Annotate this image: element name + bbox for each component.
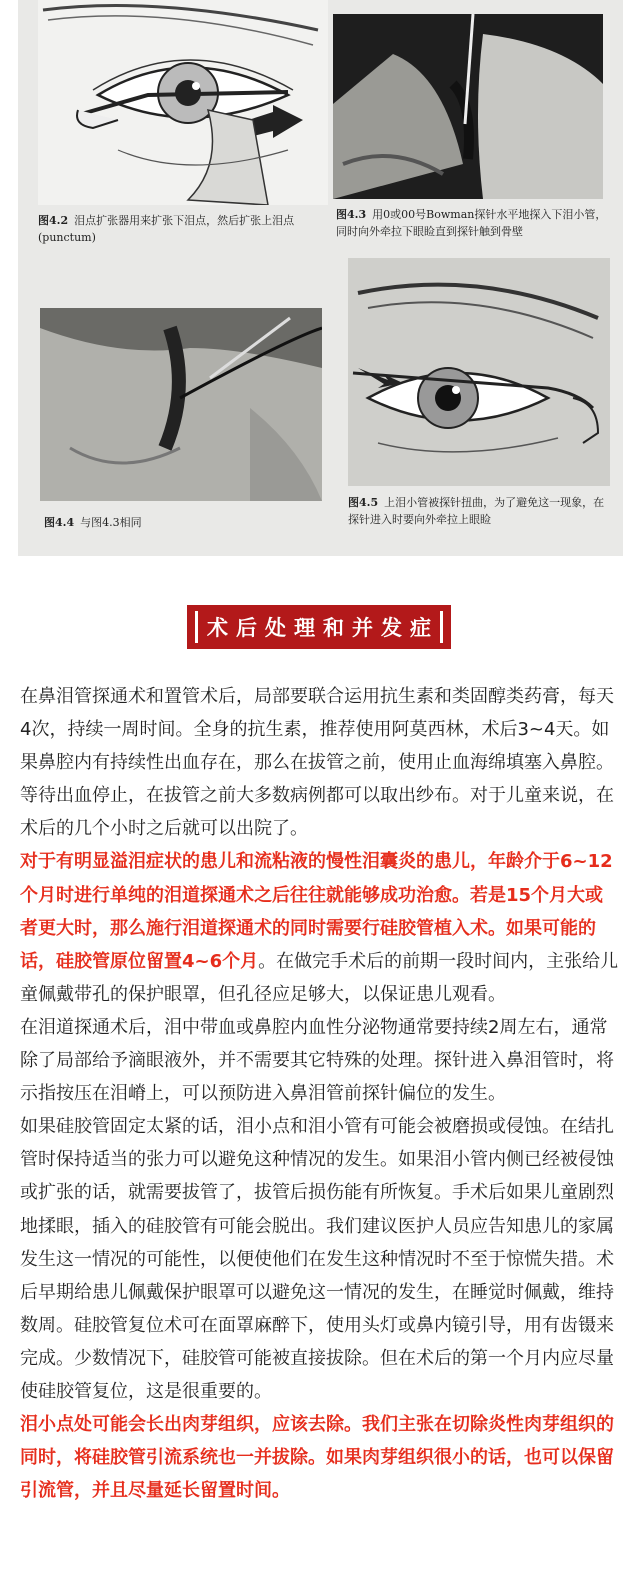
section-title: 术后处理和并发症 — [187, 605, 451, 649]
figure-scan — [18, 0, 623, 556]
figure-4-5-label: 图4.5 — [348, 496, 379, 509]
figure-4-3-text: 用0或00号Bowman探针水平地探入下泪小管，同时向外牵拉下眼睑直到探针触到骨壁 — [336, 208, 607, 238]
paragraph-3: 在泪道探通术后，泪中带血或鼻腔内血性分泌物通常要持续2周左右，通常除了局部给予滴眼液外，并不需要其它特殊的处理。探针进入鼻泪管时，将示指按压在泪嵴上，可以预防进入鼻泪管前探针偏位的发生。 — [20, 1016, 614, 1105]
paragraph-4: 如果硅胶管固定太紧的话，泪小点和泪小管有可能会被磨损或侵蚀。在结扎管时保持适当的张力可以避免这种情况的发生。如果泪小管内侧已经被侵蚀或扩张的话，就需要拔管了，拔管后损伤能有所恢复。手术后如果儿童剧烈地揉眼，插入的硅胶管有可能会脱出。我们建议医护人员应告知患儿的家属发生这一情况的可能性，以便使他们在发生这种情况时不至于惊慌失措。术后早期给患儿佩戴保护眼罩可以避免这一情况的发生，在睡觉时佩戴，维持数周。硅胶管复位术可在面罩麻醉下，使用头灯或鼻内镜引导，用有齿镊来完成。少数情况下，硅胶管可能被直接拔除。但在术后的第一个月内应尽量使硅胶管复位，这是很重要的。 — [20, 1116, 614, 1402]
figure-4-2-text: 泪点扩张器用来扩张下泪点，然后扩张上泪点(punctum) — [38, 214, 295, 244]
figure-4-4-caption — [44, 514, 314, 531]
figure-4-4-image — [40, 308, 322, 501]
figure-4-3-caption — [336, 206, 608, 240]
paragraph-2-rest: 。在做完手术后的前期一段时间内，主张给儿童佩戴带孔的保护眼罩，但孔径应足够大，以保证患儿观看。 — [20, 950, 619, 1005]
figure-4-3-label: 图4.3 — [336, 208, 367, 221]
paragraph-5-highlight: 泪小点处可能会长出肉芽组织，应该去除。我们主张在切除炎性肉芽组织的同时，将硅胶管引流系统也一并拔除。如果肉芽组织很小的话，也可以保留引流管，并且尽量延长留置时间。 — [20, 1414, 614, 1502]
figure-4-4-text: 与图4.3相同 — [80, 516, 142, 529]
article-body — [20, 680, 620, 1507]
paragraph-2-highlight: 对于有明显溢泪症状的患儿和流粘液的慢性泪囊炎的患儿，年龄介于6~12个月时进行单纯的泪道探通术之后往往就能够成功治愈。若是15个月大或者更大时，那么施行泪道探通术的同时需要行硅胶管植入术。如果可能的话，硅胶管原位留置4~6个月 — [20, 851, 613, 972]
figure-4-5-image — [348, 258, 610, 486]
figure-4-5-caption — [348, 494, 610, 528]
probe-photo-illustration — [333, 14, 603, 199]
paragraph-2 — [20, 845, 620, 1010]
nose-photo-illustration — [40, 308, 322, 501]
paragraph-1: 在鼻泪管探通术和置管术后，局部要联合运用抗生素和类固醇类药膏，每天4次，持续一周时间。全身的抗生素，推荐使用阿莫西林，术后3~4天。如果鼻腔内有持续性出血存在，那么在拔管之前，使用止血海绵填塞入鼻腔。等待出血停止，在拔管之前大多数病例都可以取出纱布。对于儿童来说，在术后的几个小时之后就可以出院了。 — [20, 686, 614, 840]
figure-4-5-text: 上泪小管被探针扭曲，为了避免这一现象，在探针进入时要向外牵拉上眼睑 — [348, 496, 605, 526]
figure-4-4-label: 图4.4 — [44, 516, 75, 529]
figure-4-2-image — [38, 0, 328, 205]
figure-4-3-image — [333, 14, 603, 199]
eye-dilator-illustration — [38, 0, 328, 205]
section-heading — [187, 605, 451, 649]
figure-4-2-label: 图4.2 — [38, 214, 69, 227]
figure-4-2-caption — [38, 212, 328, 246]
upper-canaliculus-illustration — [348, 258, 610, 486]
